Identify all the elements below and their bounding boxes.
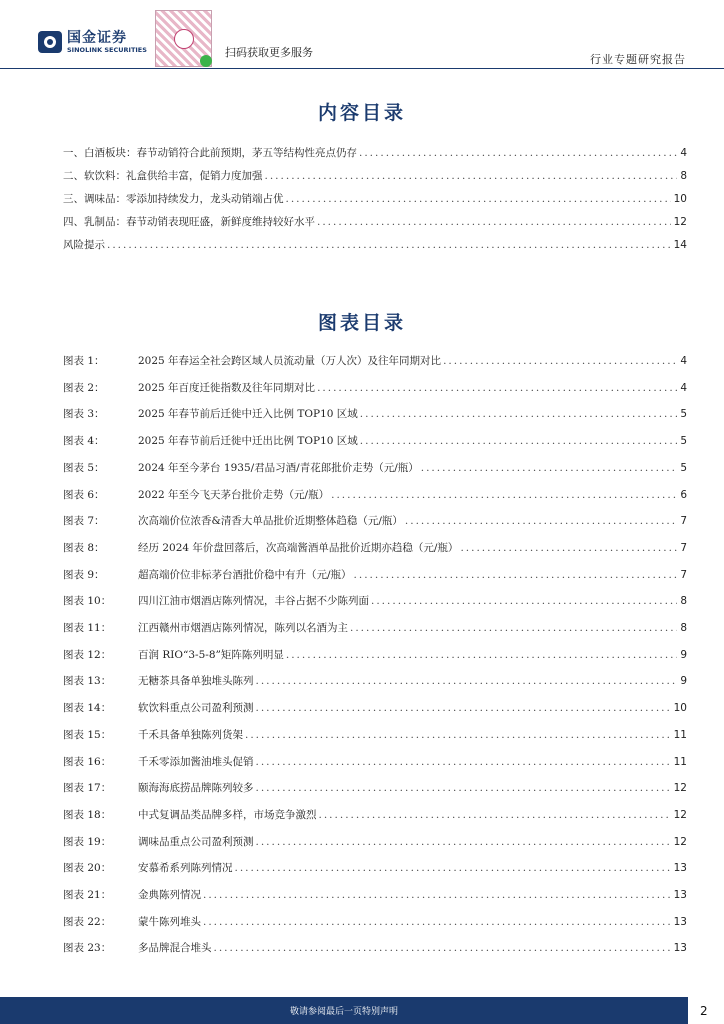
figure-entry[interactable] <box>63 540 687 554</box>
figure-entry-label: 次高端价位浓香&清香大单品批价近期整体趋稳（元/瓶） <box>138 515 403 527</box>
dot-leader <box>443 355 677 367</box>
dot-leader <box>317 216 671 228</box>
figure-entry-number: 图表 22： <box>63 916 112 928</box>
logo-mark-icon <box>38 31 62 53</box>
figure-entry-page: 10 <box>673 702 687 714</box>
brand-name-en: SINOLINK SECURITIES <box>67 46 147 54</box>
figure-entry-label: 调味品重点公司盈利预测 <box>138 836 254 848</box>
figure-entry-page: 4 <box>680 355 687 367</box>
figure-entry-page: 5 <box>680 435 687 447</box>
figure-entry-page: 9 <box>680 649 687 661</box>
dot-leader <box>359 147 677 159</box>
figure-entry-page: 13 <box>673 916 687 928</box>
dot-leader <box>203 889 671 901</box>
dot-leader <box>319 809 671 821</box>
figure-entry-label: 中式复调品类品牌多样，市场竞争激烈 <box>138 809 317 821</box>
dot-leader <box>256 782 671 794</box>
wechat-badge-icon <box>200 55 212 67</box>
contents-entry-label: 四、乳制品：春节动销表现旺盛，新鲜度维持较好水平 <box>63 216 315 228</box>
figure-entry-page: 13 <box>673 889 687 901</box>
dot-leader <box>421 462 678 474</box>
figure-entry[interactable] <box>63 807 687 821</box>
figure-entry[interactable] <box>63 887 687 901</box>
contents-title: 内容目录 <box>317 102 406 124</box>
dot-leader <box>245 729 671 741</box>
figure-entry-page: 9 <box>680 675 687 687</box>
figure-entry[interactable] <box>63 433 687 447</box>
qr-code-icon[interactable] <box>155 10 212 67</box>
figure-entry[interactable] <box>63 487 687 501</box>
figure-entry[interactable] <box>63 380 687 394</box>
figure-entry-number: 图表 16： <box>63 756 112 768</box>
figure-entry-page: 7 <box>680 569 687 581</box>
dot-leader <box>256 836 671 848</box>
figure-entry-label: 金典陈列情况 <box>138 889 201 901</box>
dot-leader <box>360 408 678 420</box>
contents-entry[interactable] <box>63 237 687 251</box>
contents-entry-label: 风险提示 <box>63 239 105 251</box>
dot-leader <box>354 569 678 581</box>
figure-entry[interactable] <box>63 780 687 794</box>
figure-entry-number: 图表 4： <box>63 435 105 447</box>
figure-entry[interactable] <box>63 513 687 527</box>
contents-entry-label: 一、白酒板块：春节动销符合此前预期，茅五等结构性亮点仍存 <box>63 147 357 159</box>
dot-leader <box>256 756 671 768</box>
contents-entry-page: 4 <box>680 147 687 159</box>
dot-leader <box>256 675 678 687</box>
dot-leader <box>350 622 677 634</box>
footer-bar <box>0 997 688 1024</box>
figure-entry-number: 图表 15： <box>63 729 112 741</box>
figure-entry-page: 5 <box>680 462 687 474</box>
figure-entry-label: 超高端价位非标茅台酒批价稳中有升（元/瓶） <box>138 569 352 581</box>
figure-entry-label: 2025 年春运全社会跨区域人员流动量（万人次）及往年同期对比 <box>138 355 442 367</box>
figure-entry[interactable] <box>63 727 687 741</box>
figure-entry-number: 图表 7： <box>63 515 105 527</box>
figure-entry-page: 8 <box>680 622 687 634</box>
figure-entry-page: 13 <box>673 862 687 874</box>
figure-entry[interactable] <box>63 834 687 848</box>
figure-entry-number: 图表 17： <box>63 782 112 794</box>
figure-entry-number: 图表 9： <box>63 569 105 581</box>
dot-leader <box>405 515 677 527</box>
figure-entry-page: 11 <box>673 729 687 741</box>
figure-entry-number: 图表 23： <box>63 942 112 954</box>
figure-entry-page: 4 <box>680 382 687 394</box>
dot-leader <box>360 435 678 447</box>
figure-entry-label: 安慕希系列陈列情况 <box>138 862 233 874</box>
figure-entry-number: 图表 12： <box>63 649 112 661</box>
figure-entry-label: 2022 年至今飞天茅台批价走势（元/瓶） <box>138 489 330 501</box>
figure-entry-label: 千禾具备单独陈列货架 <box>138 729 243 741</box>
figure-entry-label: 2025 年春节前后迁徙中迁入比例 TOP10 区域 <box>138 408 358 420</box>
figure-entry-label: 多品牌混合堆头 <box>138 942 212 954</box>
figure-entry-number: 图表 13： <box>63 675 112 687</box>
contents-entry[interactable] <box>63 214 687 228</box>
page-number: 2 <box>700 1004 708 1018</box>
brand-logo <box>38 30 147 54</box>
figure-entry-page: 7 <box>680 542 687 554</box>
figure-entry-label: 千禾零添加酱油堆头促销 <box>138 756 254 768</box>
figure-entry-number: 图表 10： <box>63 595 112 607</box>
figure-entry-label: 四川江油市烟酒店陈列情况，丰谷占据不少陈列面 <box>138 595 369 607</box>
figure-entry[interactable] <box>63 567 687 581</box>
figure-entry[interactable] <box>63 940 687 954</box>
figure-entry-page: 12 <box>673 809 687 821</box>
dot-leader <box>460 542 677 554</box>
figure-entry-label: 2024 年至今茅台 1935/君品习酒/青花郎批价走势（元/瓶） <box>138 462 419 474</box>
figure-entry-number: 图表 2： <box>63 382 105 394</box>
dot-leader <box>317 382 677 394</box>
figure-entry[interactable] <box>63 860 687 874</box>
page-header <box>0 0 724 70</box>
contents-entry[interactable] <box>63 191 687 205</box>
dot-leader <box>235 862 671 874</box>
figure-entry[interactable] <box>63 460 687 474</box>
dot-leader <box>371 595 677 607</box>
figure-entry[interactable] <box>63 406 687 420</box>
figure-entry-number: 图表 8： <box>63 542 105 554</box>
brand-name-cn: 国金证券 <box>67 30 127 46</box>
figure-entry[interactable] <box>63 700 687 714</box>
figure-entry[interactable] <box>63 353 687 367</box>
figure-entry-label: 蒙牛陈列堆头 <box>138 916 201 928</box>
contents-entry-page: 8 <box>680 170 687 182</box>
figure-entry-page: 6 <box>680 489 687 501</box>
figure-entry-number: 图表 18： <box>63 809 112 821</box>
figure-entry[interactable] <box>63 593 687 607</box>
figure-entry[interactable] <box>63 673 687 687</box>
footer-disclaimer: 敬请参阅最后一页特别声明 <box>289 1007 398 1017</box>
figure-entry-label: 无糖茶具备单独堆头陈列 <box>138 675 254 687</box>
dot-leader <box>286 649 677 661</box>
figure-entry-number: 图表 20： <box>63 862 112 874</box>
figures-title: 图表目录 <box>317 312 406 334</box>
contents-entry-page: 10 <box>673 193 687 205</box>
figure-entry-page: 8 <box>680 595 687 607</box>
figure-entry-page: 11 <box>673 756 687 768</box>
dot-leader <box>286 193 671 205</box>
figure-entry[interactable] <box>63 914 687 928</box>
scan-prompt: 扫码获取更多服务 <box>225 46 313 59</box>
figure-entry-label: 软饮料重点公司盈利预测 <box>138 702 254 714</box>
figure-entry-number: 图表 5： <box>63 462 105 474</box>
figure-entry-label: 2025 年百度迁徙指数及往年同期对比 <box>138 382 316 394</box>
dot-leader <box>331 489 677 501</box>
figure-entry[interactable] <box>63 647 687 661</box>
figure-entry[interactable] <box>63 754 687 768</box>
report-category: 行业专题研究报告 <box>590 53 686 66</box>
dot-leader <box>107 239 671 251</box>
figure-entry-page: 7 <box>680 515 687 527</box>
figure-entry-label: 江西赣州市烟酒店陈列情况，陈列以名酒为主 <box>138 622 348 634</box>
dot-leader <box>265 170 678 182</box>
figure-entry-page: 12 <box>673 782 687 794</box>
dot-leader <box>256 702 671 714</box>
contents-entry-label: 二、软饮料：礼盒供给丰富，促销力度加强 <box>63 170 263 182</box>
contents-entry-page: 12 <box>673 216 687 228</box>
figure-entry-label: 2025 年春节前后迁徙中迁出比例 TOP10 区域 <box>138 435 358 447</box>
contents-entry-label: 三、调味品：零添加持续发力，龙头动销端占优 <box>63 193 284 205</box>
figure-entry-number: 图表 14： <box>63 702 112 714</box>
figure-entry-number: 图表 3： <box>63 408 105 420</box>
contents-entry[interactable] <box>63 145 687 159</box>
figure-entry-number: 图表 21： <box>63 889 112 901</box>
figure-entry[interactable] <box>63 620 687 634</box>
contents-entry[interactable] <box>63 168 687 182</box>
dot-leader <box>214 942 671 954</box>
figure-entry-page: 5 <box>680 408 687 420</box>
figure-entry-number: 图表 11： <box>63 622 112 634</box>
figure-entry-number: 图表 1： <box>63 355 105 367</box>
contents-entry-page: 14 <box>673 239 687 251</box>
figure-entry-page: 13 <box>673 942 687 954</box>
figure-entry-number: 图表 6： <box>63 489 105 501</box>
dot-leader <box>203 916 671 928</box>
page-footer <box>0 997 724 1024</box>
figure-entry-page: 12 <box>673 836 687 848</box>
figure-entry-number: 图表 19： <box>63 836 112 848</box>
figure-entry-label: 颐海海底捞品牌陈列较多 <box>138 782 254 794</box>
figure-entry-label: 经历 2024 年价盘回落后，次高端酱酒单品批价近期亦趋稳（元/瓶） <box>138 542 459 554</box>
figure-entry-label: 百润 RIO“3-5-8”矩阵陈列明显 <box>138 649 284 661</box>
header-divider <box>0 68 724 69</box>
